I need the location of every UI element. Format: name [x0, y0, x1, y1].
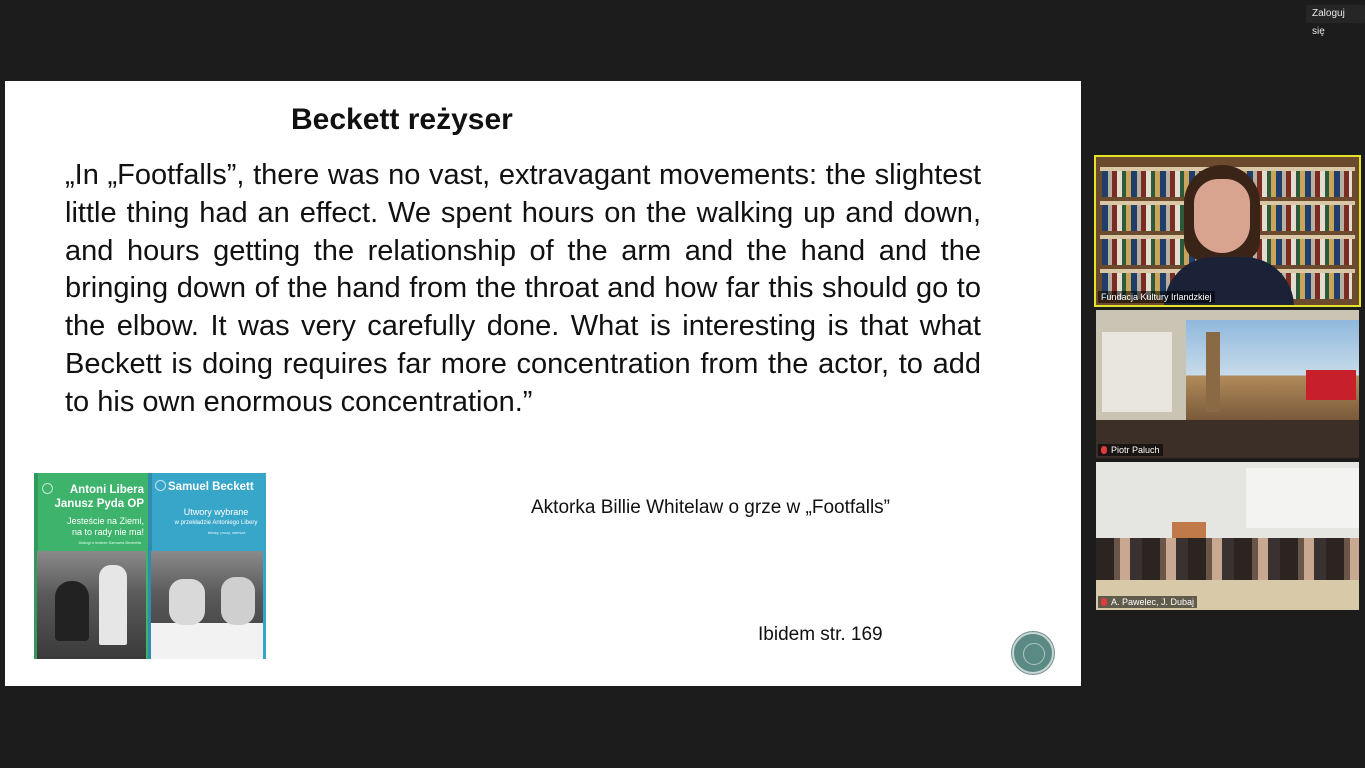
- book-subtitle: Dialogi o teatrze Samuela Becketta: [78, 540, 141, 545]
- book-title-line: na to rady nie ma!: [71, 527, 144, 537]
- classroom-window: [1102, 332, 1172, 412]
- participant-tile[interactable]: [1096, 310, 1359, 458]
- book-cover-photo: [37, 551, 146, 659]
- mic-muted-icon: [1101, 446, 1107, 454]
- participant-name: Fundacja Kultury Irlandzkiej: [1098, 291, 1215, 303]
- book-authors: [168, 480, 254, 494]
- mural-tower: [1206, 332, 1220, 412]
- book-title-line: w przekładzie Antoniego Libery: [174, 520, 258, 526]
- book-author: Antoni Libera: [69, 484, 144, 496]
- participant-tile-active-speaker[interactable]: [1096, 157, 1359, 305]
- participant-name-text: Piotr Paluch: [1111, 445, 1160, 455]
- book-author: Samuel Beckett: [168, 481, 254, 493]
- book-title: [168, 507, 264, 529]
- book-subtitle: teksty, prozy, wiersze: [208, 530, 246, 535]
- book-cover-libera-pyda: [34, 473, 149, 659]
- participant-name: [1098, 444, 1163, 456]
- slide-title: Beckett reżyser: [291, 103, 513, 136]
- mic-muted-icon: [1101, 598, 1107, 606]
- participant-name-text: A. Pawelec, J. Dubaj: [1111, 597, 1195, 607]
- photo-table: [151, 623, 263, 659]
- person-face: [1194, 179, 1250, 253]
- wall-drawing: [1246, 468, 1359, 528]
- photo-figure: [99, 565, 127, 645]
- slide-source: Ibidem str. 169: [758, 624, 883, 645]
- book-author: Janusz Pyda OP: [54, 498, 144, 510]
- publisher-logo-icon: [42, 483, 53, 494]
- speaker-person: [1164, 161, 1294, 305]
- photo-figure: [221, 577, 255, 625]
- publisher-logo-icon: [155, 480, 166, 491]
- video-feed: [1096, 462, 1359, 610]
- login-button[interactable]: Zaloguj się: [1306, 5, 1365, 23]
- video-feed: [1096, 310, 1359, 458]
- book-authors: [55, 483, 144, 511]
- foundation-logo-icon: [1012, 632, 1054, 674]
- video-feed: [1096, 157, 1359, 305]
- book-cover-photo: [151, 551, 263, 659]
- photo-figure: [55, 581, 89, 641]
- slide-caption: Aktorka Billie Whitelaw o grze w „Footfalls”: [531, 497, 890, 518]
- book-cover-beckett: [148, 473, 266, 659]
- mural-bus: [1306, 370, 1356, 400]
- book-title-line: Jesteście na Ziemi,: [66, 516, 144, 526]
- slide-quote: „In „Footfalls”, there was no vast, extravagant movements: the slightest little thing had an effect. We spent hours on the walking up and down, and hours getting the relationship of the arm and the hand and the bringing down of the hand from the throat and how far this should go to the elbow. It was very carefully done. What is interesting is that what Beckett is doing requires far more concentration from the actor, to add to his own enormous concentration.”: [65, 159, 981, 418]
- photo-figure: [169, 579, 205, 625]
- participant-tile[interactable]: [1096, 462, 1359, 610]
- book-title: [67, 516, 144, 538]
- participant-name: [1098, 596, 1197, 608]
- book-title-line: Utwory wybrane: [183, 507, 249, 517]
- shared-slide: [5, 81, 1081, 686]
